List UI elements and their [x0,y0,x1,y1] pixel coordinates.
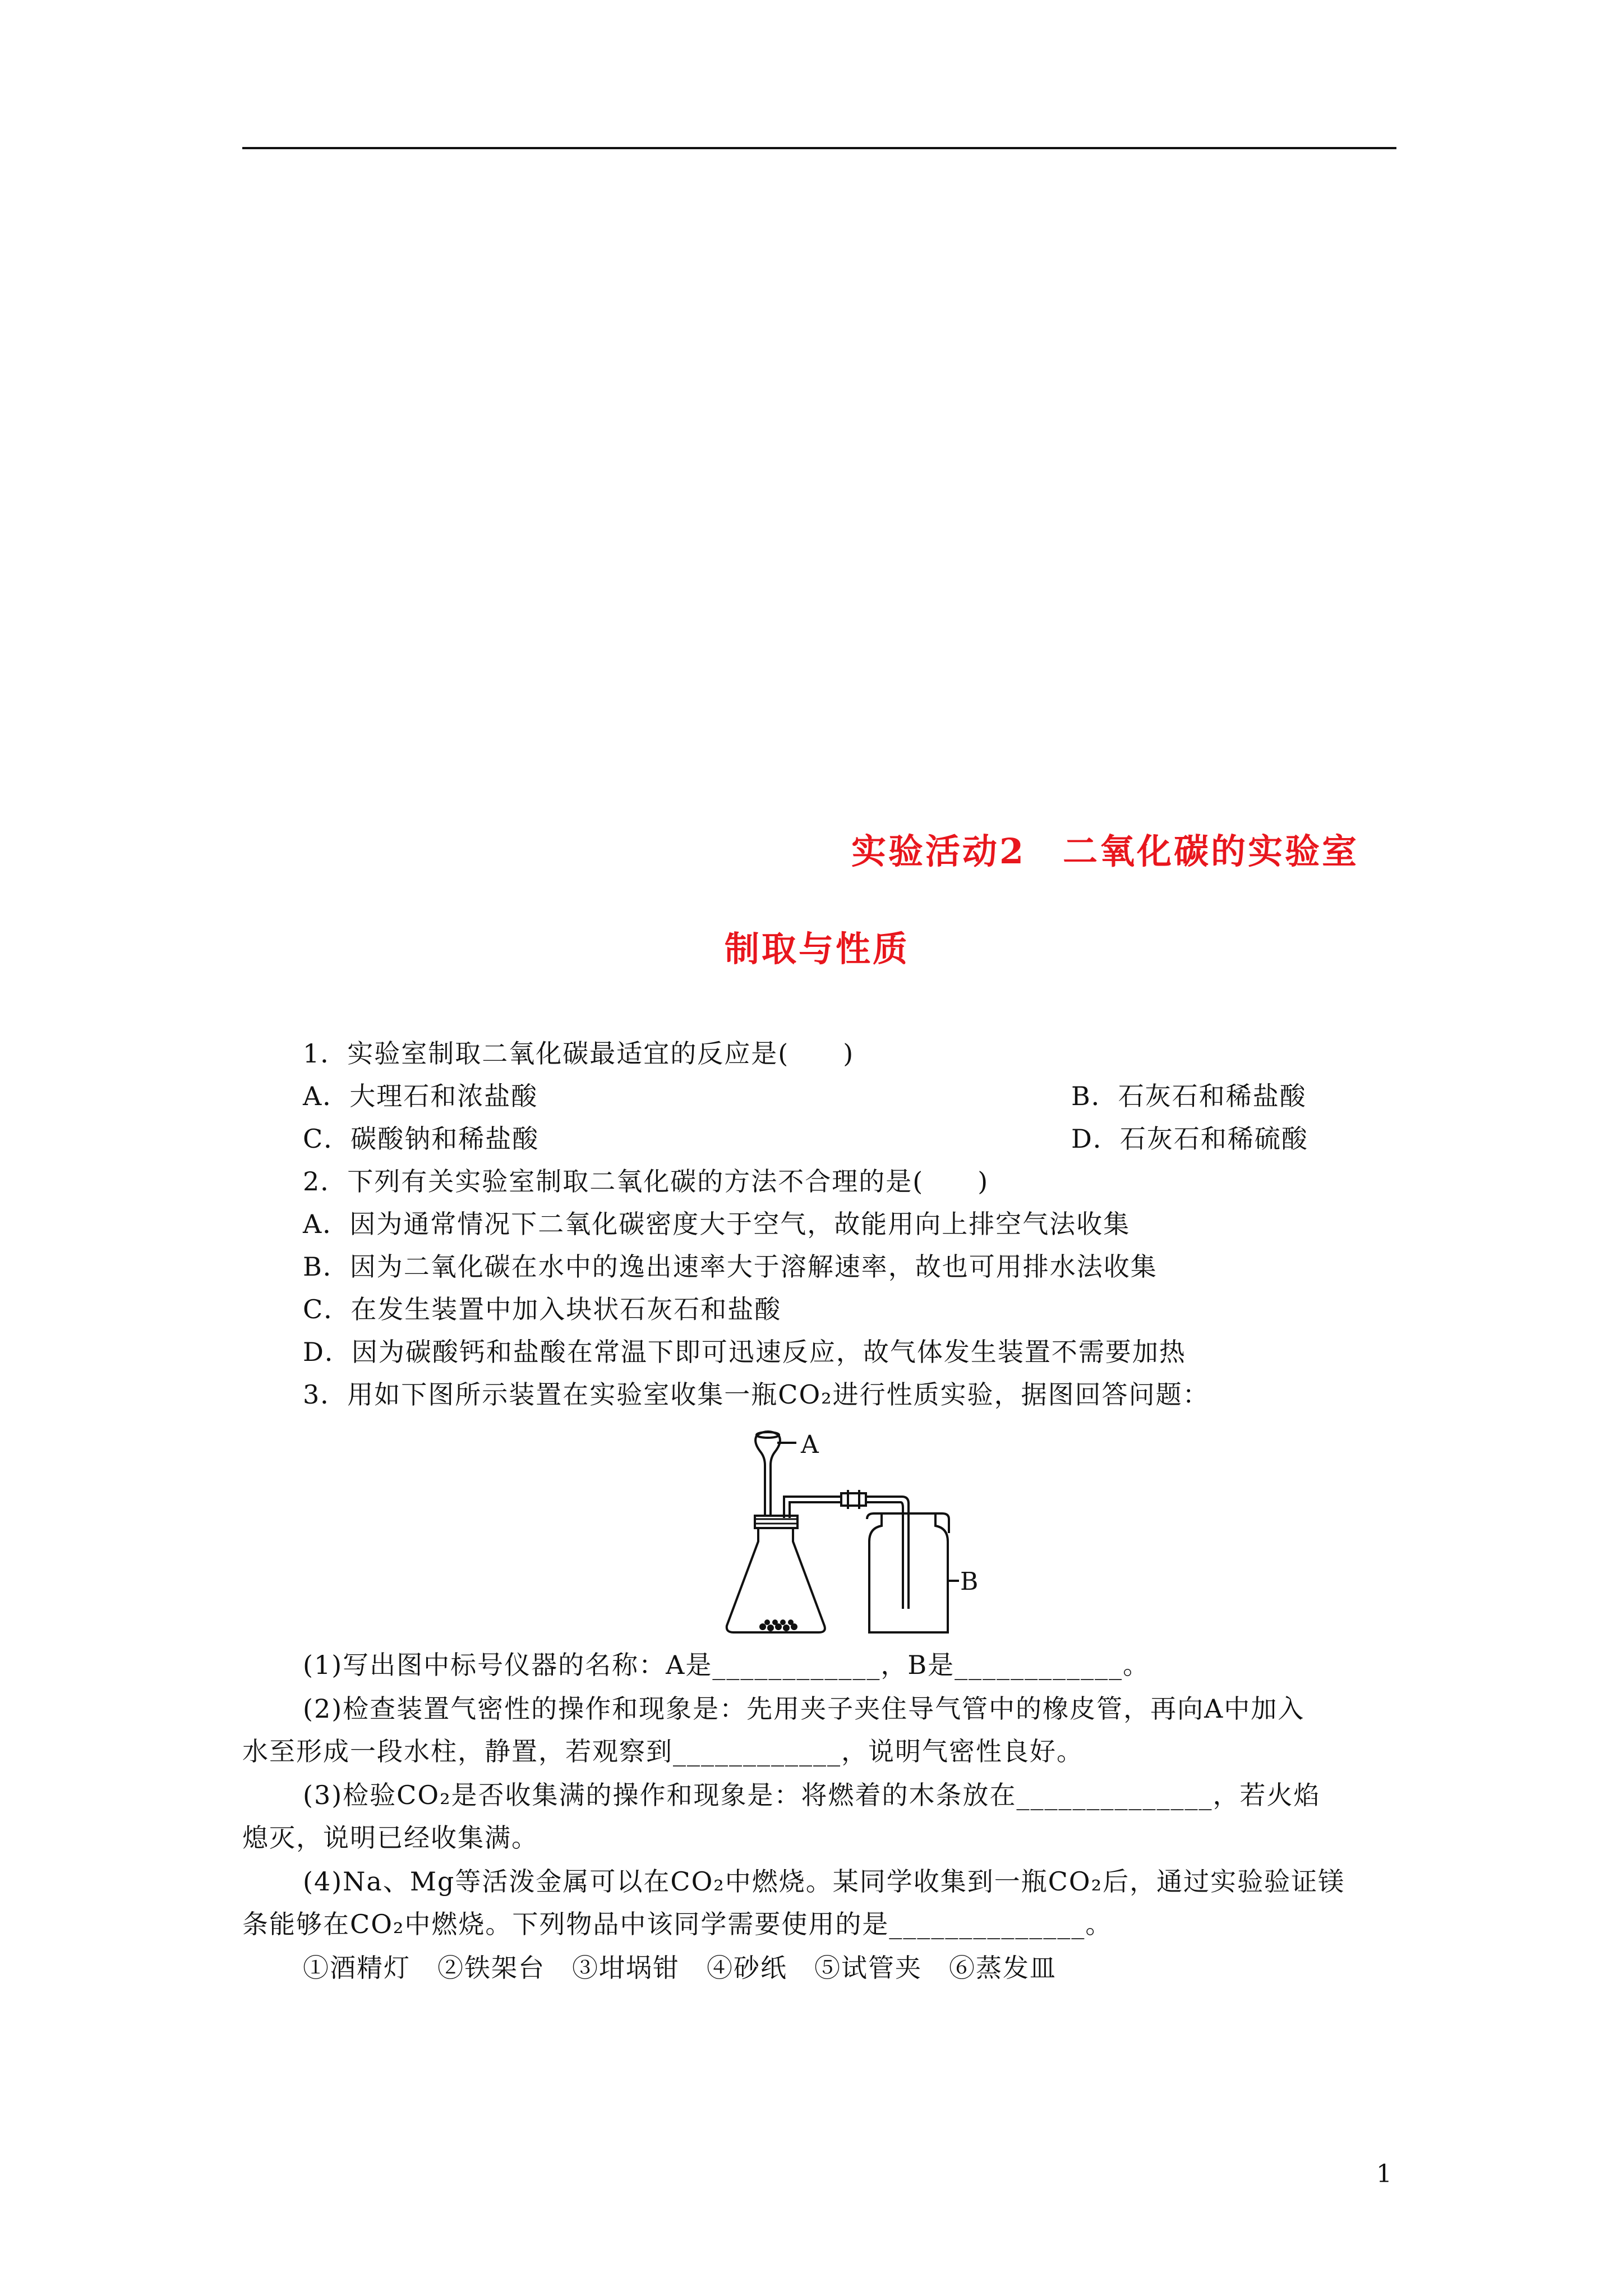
question-2-option-d: D．因为碳酸钙和盐酸在常温下即可迅速反应，故气体发生装置不需要加热 [303,1337,1186,1367]
question-3-part-3-line-1: (3)检验CO₂是否收集满的操作和现象是：将燃着的木条放在______________，若火焰 [303,1780,1321,1810]
question-1-option-b: B．石灰石和稀盐酸 [1071,1081,1307,1111]
figure-label-a: A [801,1430,820,1459]
page-number: 1 [1376,2160,1392,2188]
question-3-part-2-line-1: (2)检查装置气密性的操作和现象是：先用夹子夹住导气管中的橡皮管，再向A中加入 [303,1694,1305,1724]
question-3-part-1: (1)写出图中标号仪器的名称：A是____________，B是____________。 [303,1650,1150,1680]
question-1-option-c: C．碳酸钠和稀盐酸 [303,1124,540,1154]
question-3-part-4-line-2: 条能够在CO₂中燃烧。下列物品中该同学需要使用的是______________。 [242,1909,1113,1939]
question-3-part-4-items: ①酒精灯 ②铁架台 ③坩埚钳 ④砂纸 ⑤试管夹 ⑥蒸发皿 [303,1953,1057,1983]
question-3-stem: 3．用如下图所示装置在实验室收集一瓶CO₂进行性质实验，据图回答问题： [303,1379,1210,1410]
apparatus-figure [723,1429,959,1642]
question-2-stem: 2．下列有关实验室制取二氧化碳的方法不合理的是( ) [303,1166,989,1197]
question-1-options-row-2 [303,1122,1368,1156]
figure-label-b: B [960,1567,980,1596]
page-title-continued: 制取与性质 [725,928,910,969]
question-1-option-d: D．石灰石和稀硫酸 [1071,1124,1308,1154]
question-1-options-row-1 [303,1079,1368,1113]
question-2-option-c: C．在发生装置中加入块状石灰石和盐酸 [303,1294,782,1324]
conical-flask [727,1525,825,1632]
question-2-option-a: A．因为通常情况下二氧化碳密度大于空气，故能用向上排空气法收集 [303,1209,1131,1239]
header-rule [242,147,1396,149]
question-3-part-4-line-1: (4)Na、Mg等活泼金属可以在CO₂中燃烧。某同学收集到一瓶CO₂后，通过实验验证镁 [303,1866,1345,1897]
question-2-option-b: B．因为二氧化碳在水中的逸出速率大于溶解速率，故也可用排水法收集 [303,1251,1158,1282]
long-neck-funnel [757,1432,780,1519]
question-3-part-2-line-2: 水至形成一段水柱，静置，若观察到____________，说明气密性良好。 [242,1736,1083,1766]
question-3-part-3-line-2: 熄灭，说明已经收集满。 [242,1823,538,1853]
question-1-option-a: A．大理石和浓盐酸 [303,1081,538,1111]
page-title: 实验活动2 二氧化碳的实验室 [851,831,1359,872]
question-1-stem: 1．实验室制取二氧化碳最适宜的反应是( ) [303,1038,855,1069]
